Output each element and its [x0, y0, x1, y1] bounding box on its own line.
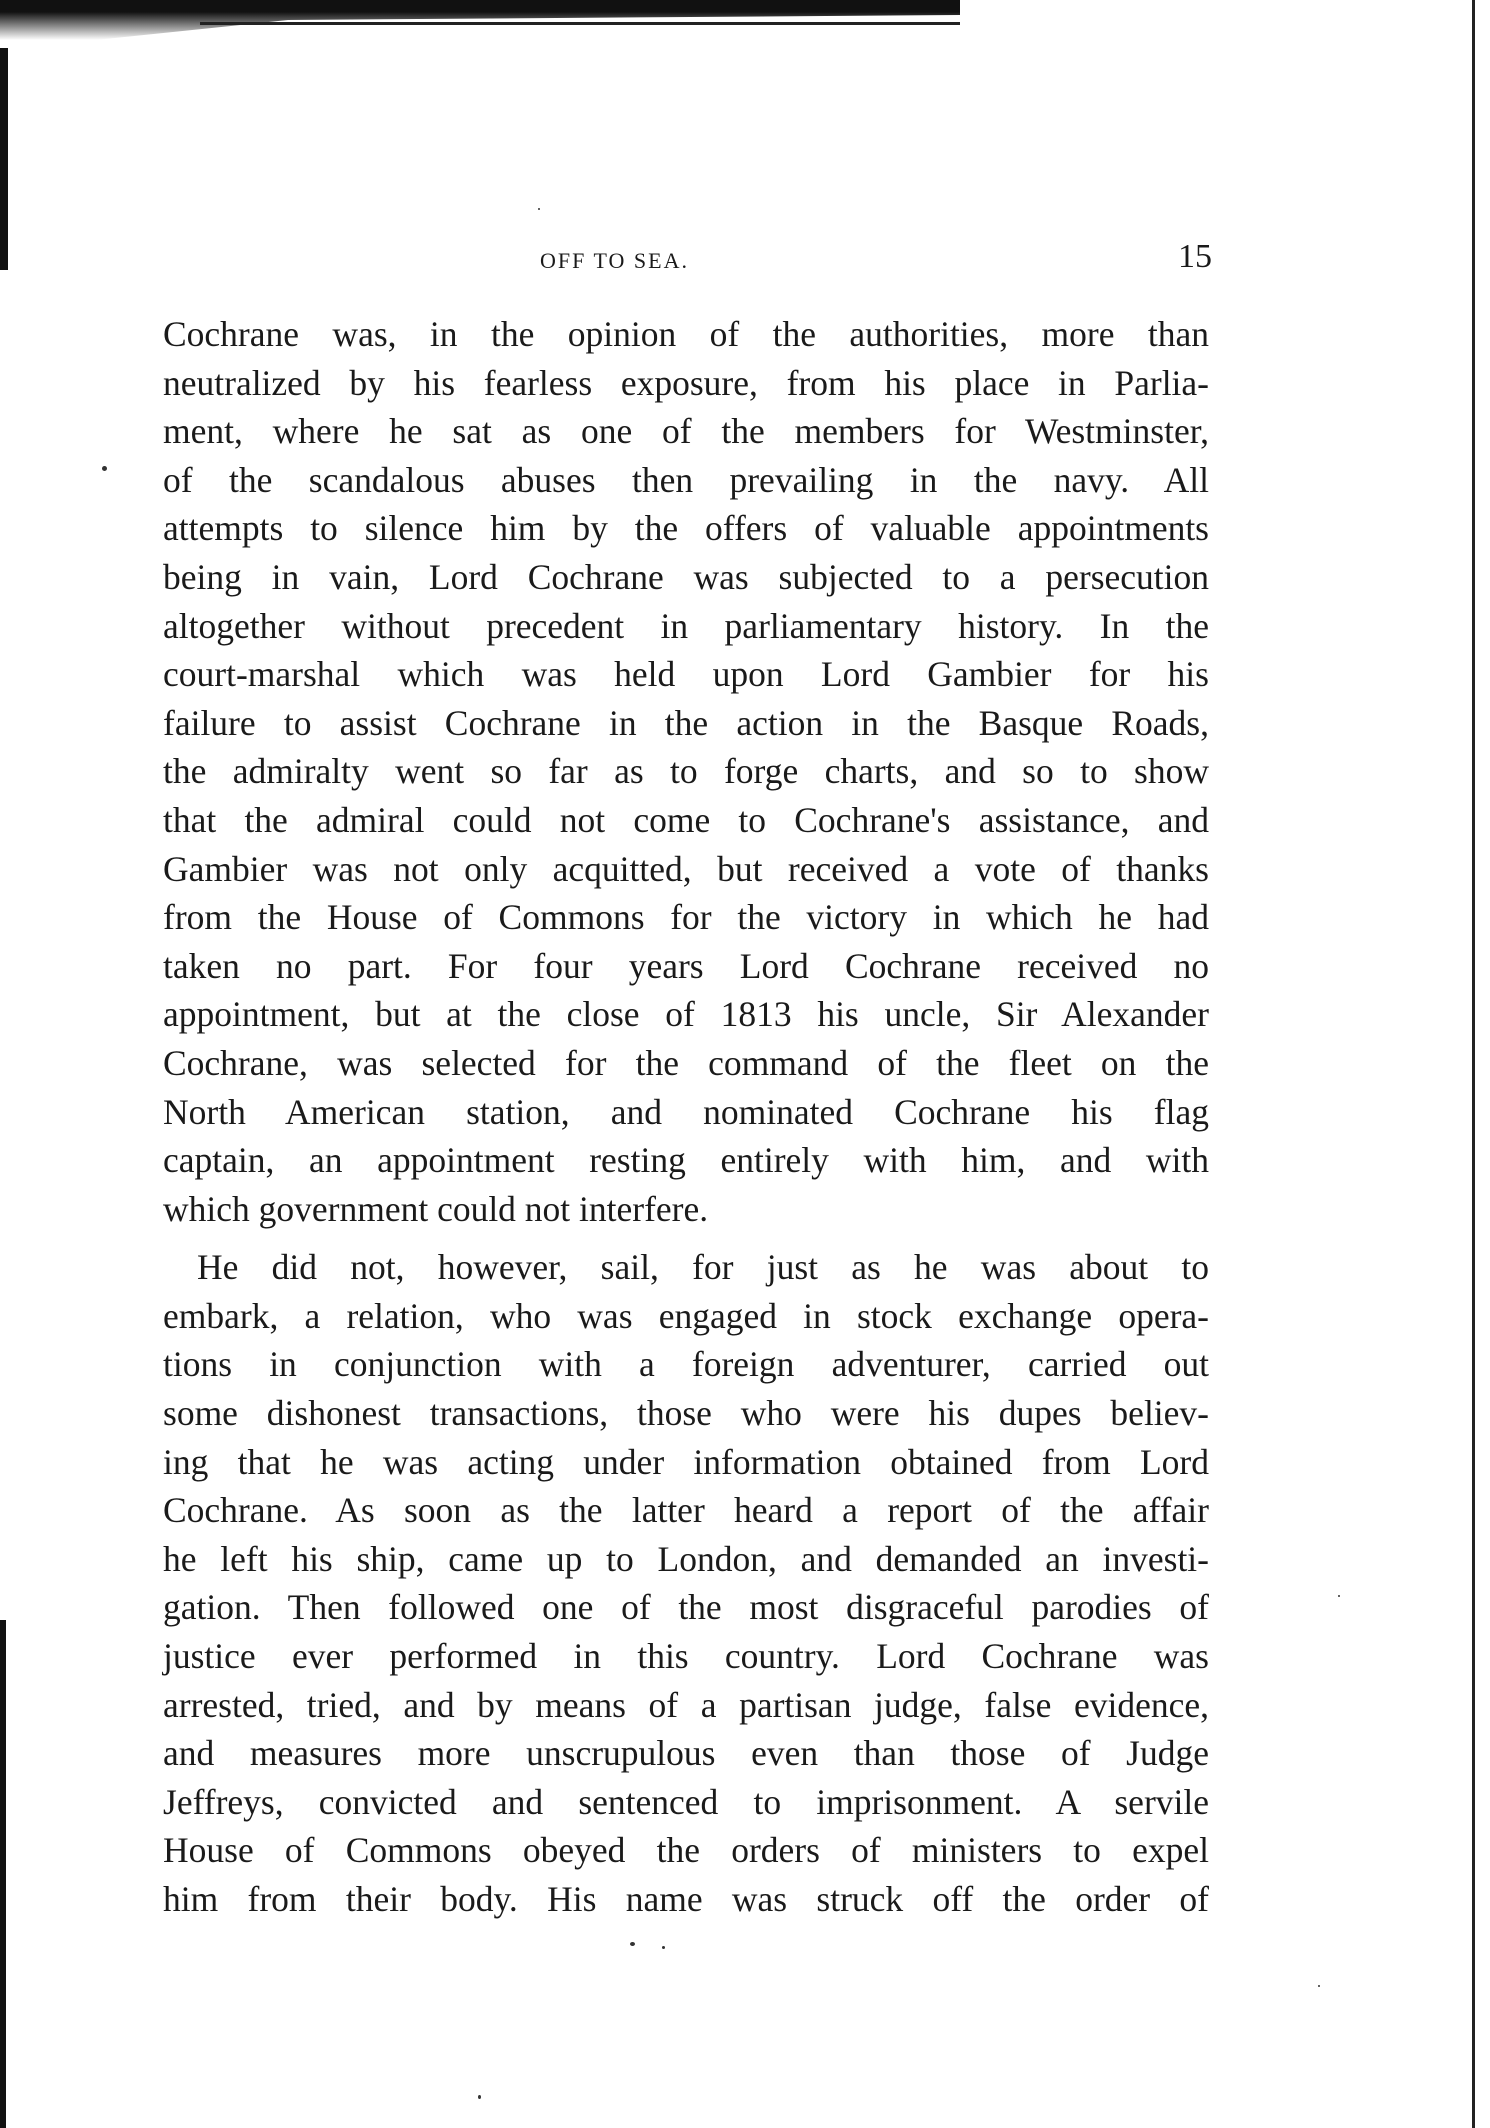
text-line: Gambier was not only acquitted, but received a vote of thanks: [163, 848, 1209, 889]
text-line: and measures more unscrupulous even than those of Judge: [163, 1733, 1209, 1774]
scan-speck: [630, 1942, 635, 1946]
text-line: Cochrane, was selected for the command of the fleet on the: [163, 1042, 1209, 1083]
scan-speck: [662, 1946, 665, 1949]
scan-edge-line: [200, 22, 960, 25]
text-line: which government could not interfere.: [163, 1188, 709, 1229]
text-line: the admiralty went so far as to forge charts, and so to show: [163, 751, 1209, 792]
running-head: OFF TO SEA.: [540, 248, 689, 273]
text-line: House of Commons obeyed the orders of ministers to expel: [163, 1830, 1209, 1871]
paragraph-gap: [163, 1233, 1209, 1243]
text-line: Cochrane was, in the opinion of the authorities, more than: [163, 314, 1209, 354]
scan-speck: [1318, 1985, 1320, 1987]
text-line: from the House of Commons for the victory in which he had: [163, 897, 1209, 938]
body-text: [163, 310, 1209, 1924]
text-line: tions in conjunction with a foreign adventurer, carried out: [163, 1344, 1209, 1385]
scan-shadow-left-lower: [0, 1620, 6, 2128]
text-line: of the scandalous abuses then prevailing in the navy. All: [163, 459, 1209, 500]
text-line: he left his ship, came up to London, and demanded an investi-: [163, 1538, 1209, 1579]
text-line: that the admiral could not come to Cochrane's assistance, and: [163, 799, 1209, 840]
scan-edge-right: [1472, 0, 1475, 2128]
text-line: appointment, but at the close of 1813 his uncle, Sir Alexander: [163, 994, 1209, 1035]
text-line: ing that he was acting under information obtained from Lord: [163, 1441, 1209, 1482]
text-line: Jeffreys, convicted and sentenced to imprisonment. A servile: [163, 1781, 1209, 1822]
scan-speck: [478, 2095, 481, 2099]
scan-speck: [1338, 1595, 1340, 1597]
text-line: him from their body. His name was struck off the order of: [163, 1879, 1209, 1919]
text-line: attempts to silence him by the offers of valuable appointments: [163, 508, 1209, 549]
scan-shadow-top: [0, 0, 960, 50]
text-line: Cochrane. As soon as the latter heard a report of the affair: [163, 1490, 1209, 1531]
paragraph-1: [163, 310, 1209, 1233]
page-number: 15: [1178, 238, 1212, 275]
text-line: justice ever performed in this country. Lord Cochrane was: [163, 1636, 1209, 1677]
text-line: North American station, and nominated Cochrane his flag: [163, 1091, 1209, 1132]
text-line: He did not, however, sail, for just as he was about to: [197, 1247, 1209, 1288]
text-line: being in vain, Lord Cochrane was subjected to a persecution: [163, 556, 1209, 597]
text-line: embark, a relation, who was engaged in stock exchange opera-: [163, 1295, 1209, 1336]
text-line: ment, where he sat as one of the members for Westminster,: [163, 411, 1209, 452]
text-line: altogether without precedent in parliamentary history. In the: [163, 605, 1209, 646]
text-line: some dishonest transactions, those who were his dupes believ-: [163, 1393, 1209, 1434]
text-line: gation. Then followed one of the most disgraceful parodies of: [163, 1587, 1209, 1628]
paragraph-2: [163, 1243, 1209, 1923]
text-line: taken no part. For four years Lord Cochrane received no: [163, 945, 1209, 986]
text-line: court-marshal which was held upon Lord Gambier for his: [163, 654, 1209, 695]
scan-speck: [102, 466, 107, 471]
text-line: arrested, tried, and by means of a partisan judge, false evidence,: [163, 1684, 1209, 1725]
text-line: neutralized by his fearless exposure, from his place in Parlia-: [163, 362, 1209, 403]
scan-speck: [538, 208, 540, 210]
scan-shadow-left: [0, 48, 8, 270]
text-line: captain, an appointment resting entirely with him, and with: [163, 1140, 1209, 1181]
text-line: failure to assist Cochrane in the action in the Basque Roads,: [163, 702, 1209, 743]
